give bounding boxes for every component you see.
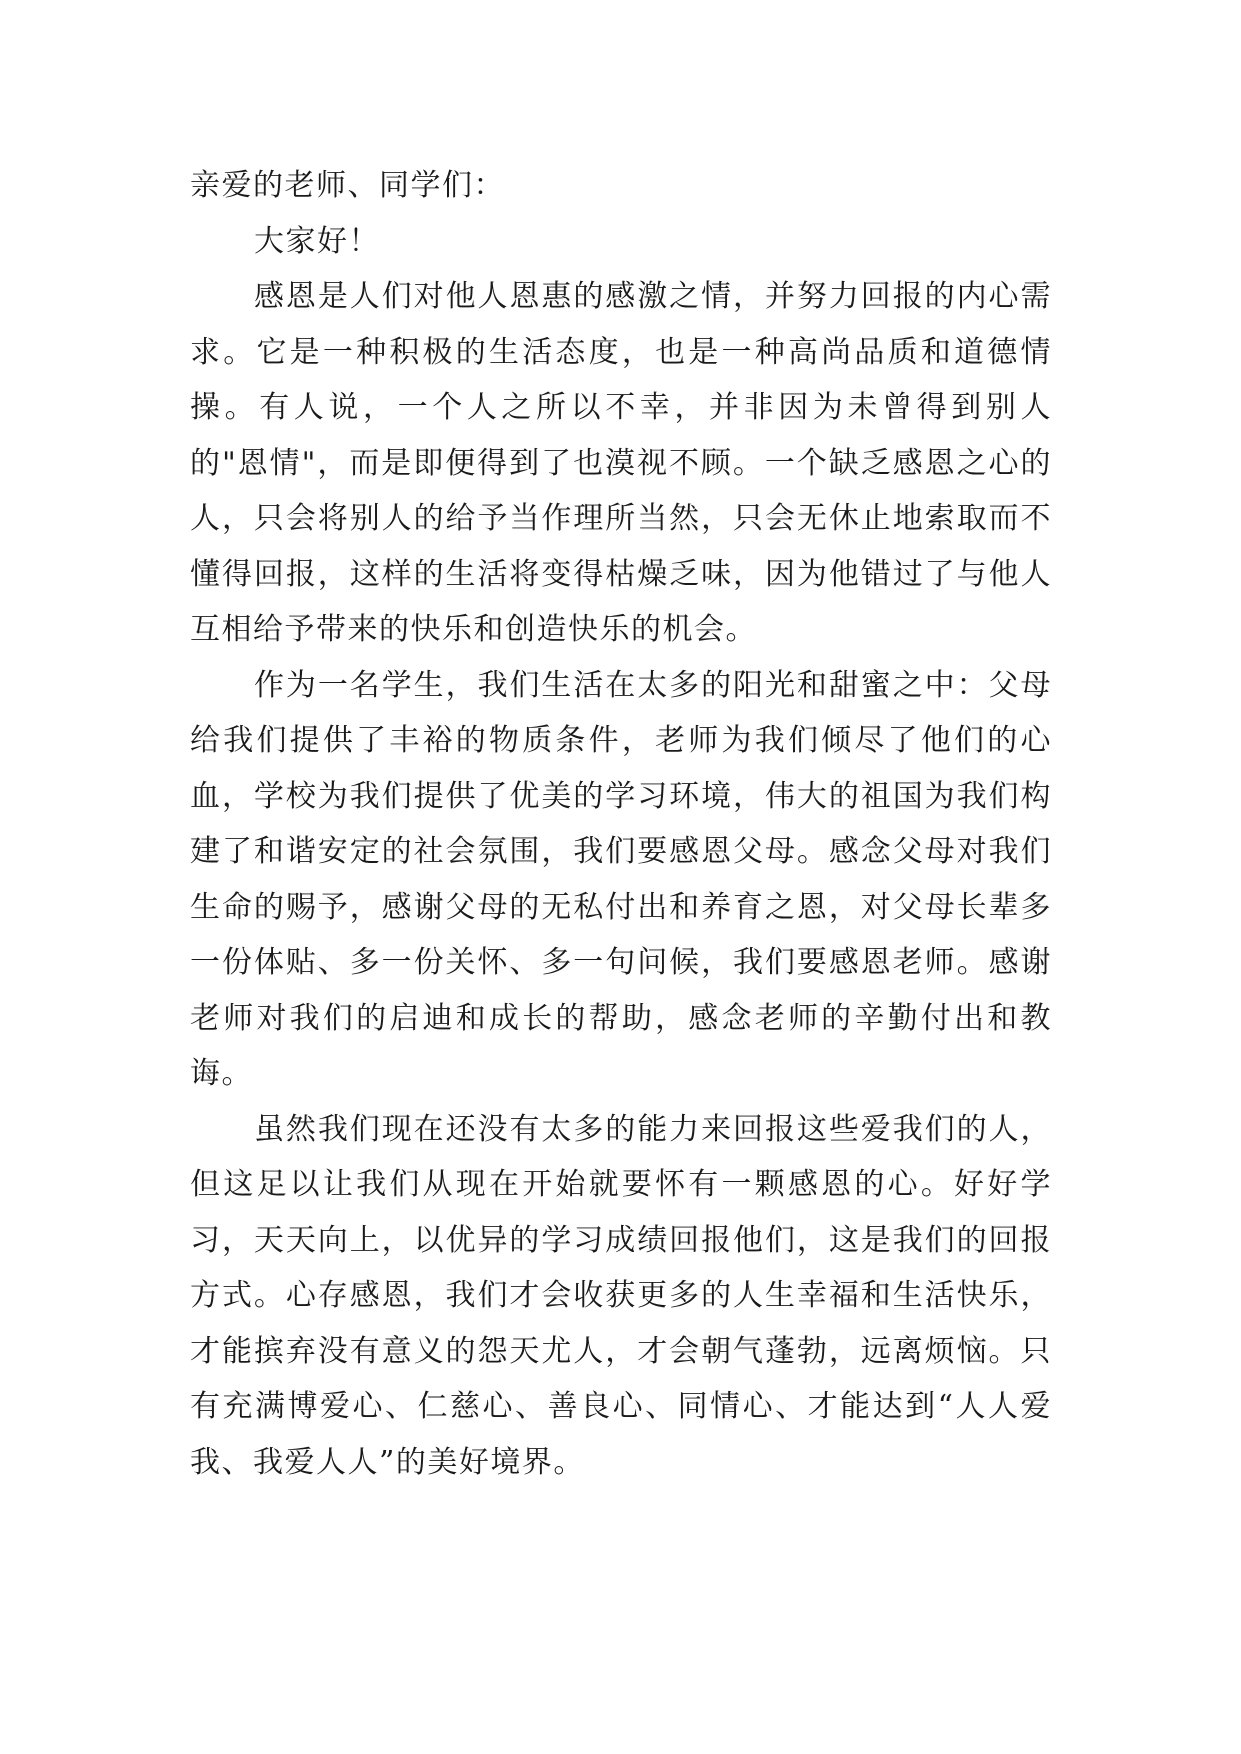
greeting-paragraph: 大家好！ [254,223,380,259]
body-paragraph-gratitude: 感恩是人们对他人恩惠的感激之情，并努力回报的内心需求。它是一种积极的生活态度，也是一种高尚品质和道德情操。有人说，一个人之所以不幸，并非因为未曾得到别人的"恩情"，而是即便得到了也漠视不顾。一个缺乏感恩之心的人，只会将别人的给予当作理所当然，只会无休止地索取而不懂得回报，这样的生活将变得枯燥乏味，因为他错过了与他人互相给予带来的快乐和创造快乐的机会。 [190,279,1052,647]
salutation: 亲爱的老师、同学们： [190,168,505,203]
speech-body [190,158,1052,1490]
body-paragraph-student: 作为一名学生，我们生活在太多的阳光和甜蜜之中：父母给我们提供了丰裕的物质条件，老师为我们倾尽了他们的心血，学校为我们提供了优美的学习环境，伟大的祖国为我们构建了和谐安定的社会氛围，我们要感恩父母。感念父母对我们生命的赐予，感谢父母的无私付出和养育之恩，对父母长辈多一份体贴、多一份关怀、多一句问候，我们要感恩老师。感谢老师对我们的启迪和成长的帮助，感念老师的辛勤付出和教诲。 [190,667,1052,1091]
body-paragraph-conclusion: 虽然我们现在还没有太多的能力来回报这些爱我们的人，但这足以让我们从现在开始就要怀有一颗感恩的心。好好学习，天天向上，以优异的学习成绩回报他们，这是我们的回报方式。心存感恩，我们才会收获更多的人生幸福和生活快乐，才能摈弃没有意义的怨天尤人，才会朝气蓬勃，远离烦恼。只有充满博爱心、仁慈心、善良心、同情心、才能达到“人人爱我、我爱人人”的美好境界。 [190,1111,1052,1480]
